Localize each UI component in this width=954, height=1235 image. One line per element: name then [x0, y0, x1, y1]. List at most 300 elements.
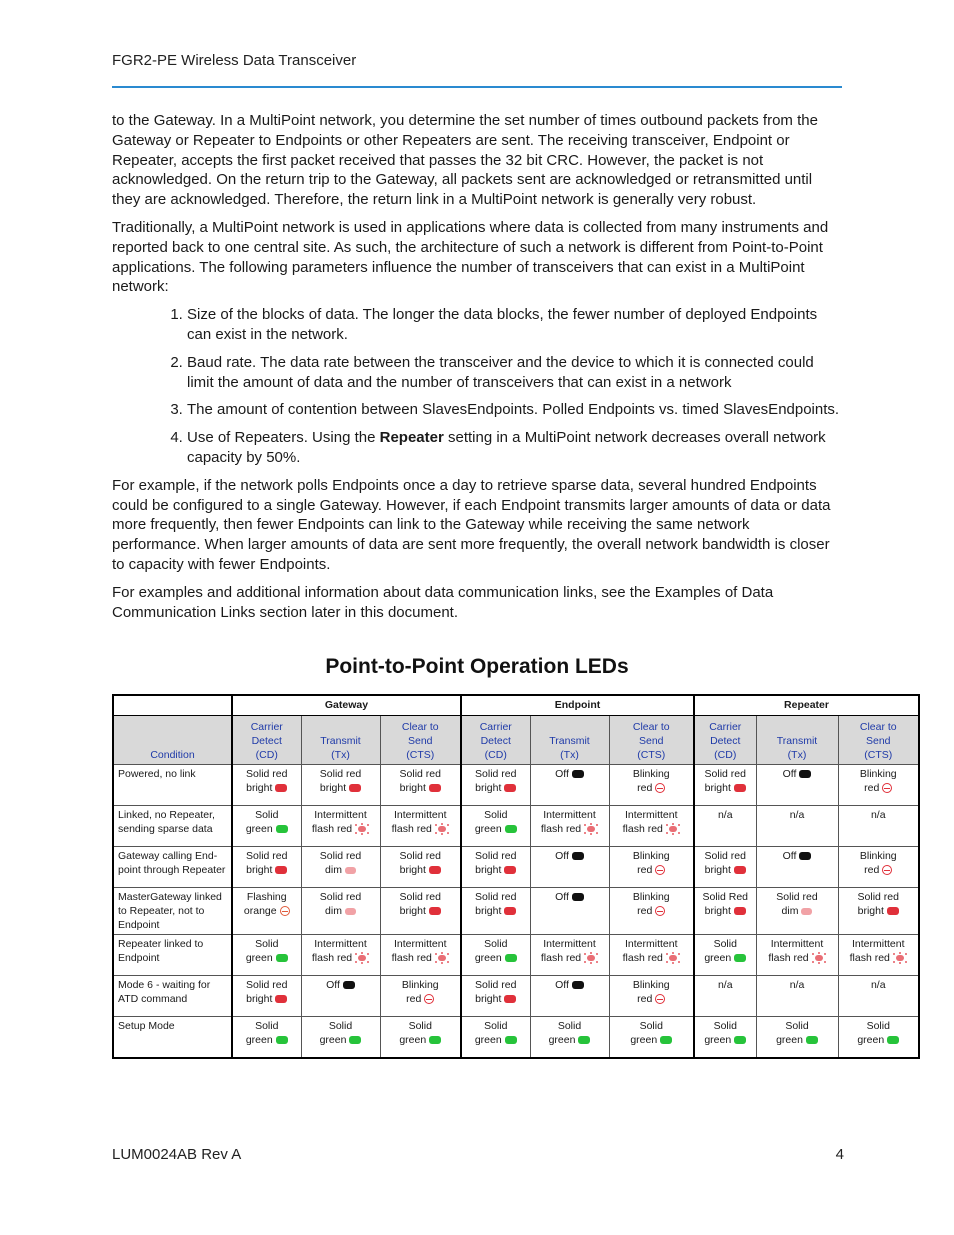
led-solid-red-icon — [429, 907, 441, 915]
led-cell — [609, 888, 694, 935]
led-state-line2: bright — [319, 782, 347, 794]
led-state-line1: Solid red — [246, 768, 288, 780]
led-state-line1: Solid red — [319, 850, 362, 862]
column-header-line: (CD) — [714, 749, 737, 761]
led-intermittent-red-icon — [584, 952, 598, 964]
column-header-line: Clear to — [632, 721, 670, 733]
led-state-line1: Solid red — [857, 891, 899, 903]
led-state-line1: Solid red — [319, 768, 362, 780]
led-cell — [301, 976, 380, 1017]
column-header-line: Detect — [710, 735, 741, 747]
column-header-line: (CTS) — [637, 749, 666, 761]
led-solid-red-icon — [504, 784, 516, 792]
led-state-line1: n/a — [789, 979, 805, 991]
led-state-line1: Blinking — [632, 891, 670, 903]
list-item — [187, 428, 842, 468]
column-header-line: Detect — [480, 735, 511, 747]
led-state-line1: Solid red — [475, 768, 517, 780]
repeater-term: Repeater — [379, 429, 444, 447]
led-cell — [756, 847, 838, 888]
led-state-line2: flash red — [622, 823, 663, 835]
led-state-line2: flash red — [768, 952, 809, 964]
column-header-line: Carrier — [479, 721, 512, 733]
led-state-line2: bright — [399, 905, 426, 917]
table-row — [113, 935, 919, 976]
led-cell — [232, 888, 301, 935]
led-state-line2: bright — [246, 993, 273, 1005]
led-cell — [301, 847, 380, 888]
led-intermittent-red-icon — [893, 952, 907, 964]
led-solid-green-icon — [349, 1036, 361, 1044]
led-solid-green-icon — [276, 954, 288, 962]
led-cell — [380, 1017, 461, 1059]
list-item: 1. Size of the blocks of data. The longer the data blocks, the fewer number of deployed Endpoints can exist in the network. — [187, 305, 842, 345]
led-solid-green-icon — [578, 1036, 590, 1044]
led-state-line2: bright — [475, 782, 502, 794]
led-solid-green-icon — [505, 825, 517, 833]
led-state-line1: Intermittent — [543, 938, 596, 950]
led-state-line1: Off — [555, 768, 569, 780]
led-cell — [530, 935, 609, 976]
condition-cell: Setup Mode — [113, 1017, 232, 1059]
table-title: Point-to-Point Operation LEDs — [325, 655, 629, 678]
list-item: 2. Baud rate. The data rate between the transceiver and the device to which it is connected could limit the amount of data and the number of transceivers that can exist in a network — [187, 353, 842, 393]
led-solid-red-icon — [504, 866, 516, 874]
led-blinking-red-icon — [655, 906, 665, 916]
led-state-line1: Intermittent — [624, 809, 678, 821]
led-cell — [301, 935, 380, 976]
led-cell — [609, 1017, 694, 1059]
led-state-line2: dim — [325, 905, 342, 917]
column-header-line: Carrier — [709, 721, 742, 733]
led-state-line1: Intermittent — [393, 938, 447, 950]
column-header — [694, 716, 756, 765]
led-cell — [530, 1017, 609, 1059]
led-state-line1: Intermittent — [314, 938, 367, 950]
led-cell — [756, 806, 838, 847]
led-solid-green-icon — [887, 1036, 899, 1044]
condition-cell: Repeater linked to Endpoint — [113, 935, 232, 976]
led-state-line2: red — [637, 864, 653, 876]
led-state-line1: Off — [782, 850, 797, 862]
led-cell — [301, 806, 380, 847]
column-header-line: (Tx) — [560, 749, 579, 761]
led-solid-red-icon — [349, 784, 361, 792]
led-cell — [756, 935, 838, 976]
condition-cell: Linked, no Repeater, sending sparse data — [113, 806, 232, 847]
led-state-line1: Solid red — [704, 768, 746, 780]
column-header — [609, 716, 694, 765]
led-state-line2: flash red — [311, 952, 353, 964]
led-state-line1: n/a — [789, 809, 805, 821]
paragraph-3: For example, if the network polls Endpoints once a day to retrieve sparse data, several hundred Endpoints could be configured to a single Gateway. However, if each Endpoint transmits larger amounts of data or data more frequently, then fewer Endpoints can link to the Gateway while receiving the same network performance. When larger amounts of data are sent more frequently, the overall network bandwidth is closer to capacity with fewer Endpoints. — [112, 476, 831, 573]
led-solid-red-icon — [887, 907, 899, 915]
column-header — [232, 716, 301, 765]
led-cell — [694, 976, 756, 1017]
led-state-line1: n/a — [717, 979, 733, 991]
column-header-line: Clear to — [859, 721, 897, 733]
led-state-line1: Solid red — [475, 891, 517, 903]
led-state-line1: Solid — [713, 938, 737, 950]
led-cell — [380, 847, 461, 888]
led-state-line2: green — [857, 1034, 885, 1046]
led-flashing-orange-icon — [280, 906, 290, 916]
led-dim-red-icon — [801, 908, 812, 915]
led-intermittent-red-icon — [355, 823, 369, 835]
led-blinking-red-icon — [882, 783, 892, 793]
led-state-line2: flash red — [540, 952, 582, 964]
led-state-line1: Intermittent — [624, 938, 678, 950]
led-state-line2: bright — [399, 782, 426, 794]
condition-cell: MasterGateway linked to Repeater, not to Endpoint — [113, 888, 232, 935]
led-off-icon — [572, 981, 584, 989]
led-cell — [838, 847, 919, 888]
column-header — [530, 716, 609, 765]
led-blinking-red-icon — [882, 865, 892, 875]
led-state-line1: Intermittent — [770, 938, 824, 950]
column-header-line: Send — [638, 735, 664, 747]
led-state-line2: green — [245, 1034, 273, 1046]
led-state-line1: Solid — [785, 1020, 809, 1032]
led-state-line2: bright — [399, 864, 426, 876]
led-state-line1: Off — [326, 979, 340, 991]
led-state-line1: Solid — [255, 1020, 279, 1032]
led-state-line1: Solid — [484, 809, 508, 821]
led-state-line1: Solid — [866, 1020, 890, 1032]
led-dim-red-icon — [345, 908, 356, 915]
led-solid-red-icon — [734, 866, 746, 874]
led-state-line1: n/a — [870, 979, 886, 991]
led-cell — [609, 847, 694, 888]
led-state-line1: Solid — [484, 1020, 508, 1032]
condition-header: Condition — [113, 716, 232, 765]
led-cell — [232, 806, 301, 847]
led-state-line1: Intermittent — [314, 809, 367, 821]
led-state-line2: green — [474, 952, 502, 964]
led-solid-red-icon — [275, 784, 287, 792]
led-solid-green-icon — [660, 1036, 672, 1044]
led-dim-red-icon — [345, 867, 356, 874]
led-solid-red-icon — [429, 784, 441, 792]
led-state-line2: green — [245, 823, 273, 835]
paragraph-2: Traditionally, a MultiPoint network is used in applications where data is collected from many instruments and reported back to one central site. As such, the architecture of such a network is different from Point-to-Point applications. The following parameters influence the number of transceivers that can exist in a MultiPoint network: — [112, 218, 829, 296]
led-cell — [609, 935, 694, 976]
column-header-line: (CTS) — [406, 749, 435, 761]
led-state-line2: red — [864, 864, 880, 876]
led-intermittent-red-icon — [355, 952, 369, 964]
led-state-line2: red — [864, 782, 880, 794]
led-cell — [380, 806, 461, 847]
led-state-line1: Solid — [713, 1020, 737, 1032]
led-state-line1: Solid — [255, 938, 279, 950]
led-intermittent-red-icon — [666, 952, 680, 964]
column-header-line: (Tx) — [787, 749, 807, 761]
led-state-line2: red — [406, 993, 422, 1005]
led-state-line2: orange — [243, 905, 277, 917]
group-repeater: Repeater — [694, 695, 919, 716]
led-solid-red-icon — [734, 784, 746, 792]
list-item-text: setting in a MultiPoint network decreases overall network capacity by 50%. — [187, 429, 826, 466]
condition-cell: Gateway calling End-point through Repeater — [113, 847, 232, 888]
led-blinking-red-icon — [424, 994, 434, 1004]
led-state-line1: Solid — [557, 1020, 582, 1032]
led-state-line1: Blinking — [859, 850, 897, 862]
led-cell — [232, 1017, 301, 1059]
led-cell — [694, 888, 756, 935]
led-cell — [838, 888, 919, 935]
led-cell — [609, 976, 694, 1017]
led-state-line1: Solid — [639, 1020, 663, 1032]
led-cell — [530, 806, 609, 847]
led-cell — [694, 847, 756, 888]
led-state-line1: Blinking — [632, 768, 670, 780]
parameter-list — [112, 305, 842, 468]
led-state-line1: Off — [782, 768, 797, 780]
led-solid-green-icon — [806, 1036, 818, 1044]
led-cell — [756, 888, 838, 935]
led-cell — [232, 935, 301, 976]
column-header-line: Clear to — [401, 721, 439, 733]
led-state-line2: green — [704, 1034, 732, 1046]
led-state-line1: Solid red — [475, 850, 517, 862]
led-state-line2: red — [637, 905, 653, 917]
led-cell — [301, 888, 380, 935]
led-state-line1: Blinking — [401, 979, 439, 991]
led-cell — [756, 765, 838, 806]
condition-cell: Mode 6 - waiting for ATD command — [113, 976, 232, 1017]
led-cell — [461, 847, 530, 888]
group-endpoint: Endpoint — [461, 695, 694, 716]
column-header — [380, 716, 461, 765]
led-cell — [530, 976, 609, 1017]
led-cell — [694, 765, 756, 806]
led-intermittent-red-icon — [435, 952, 449, 964]
column-header — [756, 716, 838, 765]
body-text — [112, 111, 842, 630]
led-cell — [461, 1017, 530, 1059]
led-off-icon — [572, 770, 584, 778]
led-state-line2: dim — [325, 864, 342, 876]
led-cell — [838, 935, 919, 976]
led-cell — [461, 765, 530, 806]
led-state-line2: flash red — [391, 952, 432, 964]
paragraph-1: to the Gateway. In a MultiPoint network, you determine the set number of times outbound packets from the Gateway or Repeater to Endpoints or other Repeaters are sent. The receiving transceiver, Endpoint or Repeater, accepts the first packet received that passes the 32 bit CRC. However, the packet is not acknowledged. On the return trip to the Gateway, all packets sent are acknowledged or retransmitted until they are acknowledged. Therefore, the return link in a MultiPoint network is generally very robust. — [112, 112, 818, 209]
led-blinking-red-icon — [655, 994, 665, 1004]
table-corner — [113, 695, 232, 716]
led-state-line2: bright — [475, 993, 502, 1005]
led-intermittent-red-icon — [584, 823, 598, 835]
led-intermittent-red-icon — [812, 952, 826, 964]
table-row — [113, 806, 919, 847]
led-off-icon — [572, 893, 584, 901]
led-solid-green-icon — [276, 1036, 288, 1044]
led-solid-red-icon — [429, 866, 441, 874]
led-state-line2: bright — [246, 782, 273, 794]
led-state-line2: green — [704, 952, 732, 964]
led-intermittent-red-icon — [435, 823, 449, 835]
led-state-line1: Solid Red — [702, 891, 749, 903]
led-state-line1: Solid red — [399, 850, 441, 862]
led-solid-green-icon — [429, 1036, 441, 1044]
table-row — [113, 976, 919, 1017]
column-header — [838, 716, 919, 765]
column-header-line: (Tx) — [331, 749, 350, 761]
column-header-line: (CTS) — [864, 749, 893, 761]
led-state-line2: green — [474, 823, 502, 835]
led-table — [112, 694, 920, 1059]
running-header: FGR2-PE Wireless Data Transceiver — [112, 52, 357, 69]
led-state-line1: Off — [555, 850, 569, 862]
led-intermittent-red-icon — [666, 823, 680, 835]
led-cell — [694, 935, 756, 976]
led-cell — [461, 888, 530, 935]
led-cell — [461, 935, 530, 976]
led-state-line1: Blinking — [632, 979, 670, 991]
led-state-line1: Blinking — [859, 768, 897, 780]
led-state-line2: bright — [704, 905, 731, 917]
led-state-line2: green — [776, 1034, 803, 1046]
led-state-line2: green — [319, 1034, 347, 1046]
led-solid-green-icon — [505, 954, 517, 962]
led-state-line1: Solid red — [475, 979, 517, 991]
led-state-line2: bright — [475, 905, 502, 917]
page-number: 4 — [835, 1146, 844, 1163]
led-solid-green-icon — [734, 954, 746, 962]
led-state-line2: green — [630, 1034, 658, 1046]
led-state-line2: bright — [704, 782, 731, 794]
led-state-line1: Off — [555, 891, 569, 903]
led-off-icon — [343, 981, 355, 989]
led-cell — [694, 1017, 756, 1059]
led-state-line2: flash red — [311, 823, 353, 835]
led-state-line2: dim — [781, 905, 799, 917]
led-cell — [838, 806, 919, 847]
column-header-line: Transmit — [776, 735, 818, 747]
led-solid-green-icon — [734, 1036, 746, 1044]
led-cell — [232, 847, 301, 888]
led-state-line2: bright — [704, 864, 731, 876]
led-cell — [838, 765, 919, 806]
led-cell — [756, 976, 838, 1017]
led-state-line2: flash red — [540, 823, 582, 835]
led-solid-red-icon — [504, 995, 516, 1003]
led-state-line1: Solid red — [246, 979, 288, 991]
led-state-line1: Intermittent — [393, 809, 447, 821]
led-state-line1: Intermittent — [543, 809, 596, 821]
table-row — [113, 1017, 919, 1059]
column-header-line: Transmit — [549, 735, 590, 747]
led-state-line1: Solid — [408, 1020, 432, 1032]
led-state-line1: Solid — [255, 809, 279, 821]
led-solid-red-icon — [504, 907, 516, 915]
led-state-line1: Solid red — [776, 891, 818, 903]
led-state-line1: n/a — [870, 809, 886, 821]
footer-doc-id: LUM0024AB Rev A — [112, 1146, 242, 1163]
led-cell — [461, 806, 530, 847]
led-solid-green-icon — [505, 1036, 517, 1044]
column-header-line: (CD) — [484, 749, 507, 761]
led-state-line2: bright — [857, 905, 884, 917]
list-item-text: Use of Repeaters. Using the — [187, 429, 380, 447]
led-solid-red-icon — [734, 907, 746, 915]
led-cell — [838, 1017, 919, 1059]
table-row — [113, 765, 919, 806]
led-state-line2: red — [637, 782, 653, 794]
group-gateway: Gateway — [232, 695, 461, 716]
led-cell — [530, 765, 609, 806]
led-cell — [530, 888, 609, 935]
led-state-line2: bright — [475, 864, 502, 876]
led-state-line2: green — [399, 1034, 427, 1046]
led-cell — [301, 1017, 380, 1059]
column-header-line: Send — [865, 735, 891, 747]
led-state-line1: Flashing — [246, 891, 287, 903]
led-state-line1: Solid red — [704, 850, 746, 862]
led-state-line2: bright — [246, 864, 273, 876]
led-state-line1: Solid red — [319, 891, 362, 903]
column-header-line: Transmit — [320, 735, 361, 747]
led-cell — [232, 765, 301, 806]
led-cell — [756, 1017, 838, 1059]
led-state-line2: green — [548, 1034, 576, 1046]
led-cell — [380, 976, 461, 1017]
led-cell — [301, 765, 380, 806]
led-state-line2: flash red — [622, 952, 663, 964]
led-solid-red-icon — [275, 866, 287, 874]
led-state-line2: green — [245, 952, 273, 964]
led-off-icon — [572, 852, 584, 860]
led-state-line2: flash red — [391, 823, 432, 835]
led-state-line2: red — [637, 993, 653, 1005]
column-header-line: Detect — [251, 735, 282, 747]
led-cell — [380, 765, 461, 806]
column-header — [461, 716, 530, 765]
led-cell — [461, 976, 530, 1017]
list-item: 3. The amount of contention between SlavesEndpoints. Polled Endpoints vs. timed SlavesEndpoints. — [187, 400, 842, 420]
led-state-line1: Solid — [328, 1020, 353, 1032]
led-cell — [380, 935, 461, 976]
led-state-line1: Solid — [484, 938, 508, 950]
led-state-line1: Solid red — [399, 891, 441, 903]
led-blinking-red-icon — [655, 865, 665, 875]
led-cell — [232, 976, 301, 1017]
led-state-line1: Solid red — [246, 850, 288, 862]
led-state-line2: green — [474, 1034, 502, 1046]
column-header-line: (CD) — [255, 749, 278, 761]
led-off-icon — [799, 852, 811, 860]
header-rule — [112, 86, 842, 88]
column-header-line: Carrier — [250, 721, 283, 733]
led-cell — [838, 976, 919, 1017]
led-blinking-red-icon — [655, 783, 665, 793]
led-state-line1: Intermittent — [851, 938, 905, 950]
led-cell — [380, 888, 461, 935]
led-solid-red-icon — [275, 995, 287, 1003]
column-header — [301, 716, 380, 765]
paragraph-4: For examples and additional information about data communication links, see the Examples of Data Communication Links section later in this document. — [112, 583, 774, 621]
table-row — [113, 847, 919, 888]
led-cell — [530, 847, 609, 888]
led-state-line1: n/a — [717, 809, 733, 821]
led-solid-green-icon — [276, 825, 288, 833]
column-header-line: Send — [407, 735, 433, 747]
led-cell — [609, 806, 694, 847]
table-row — [113, 888, 919, 935]
led-off-icon — [799, 770, 811, 778]
led-state-line1: Solid red — [399, 768, 441, 780]
led-state-line1: Off — [555, 979, 569, 991]
led-state-line2: flash red — [849, 952, 890, 964]
